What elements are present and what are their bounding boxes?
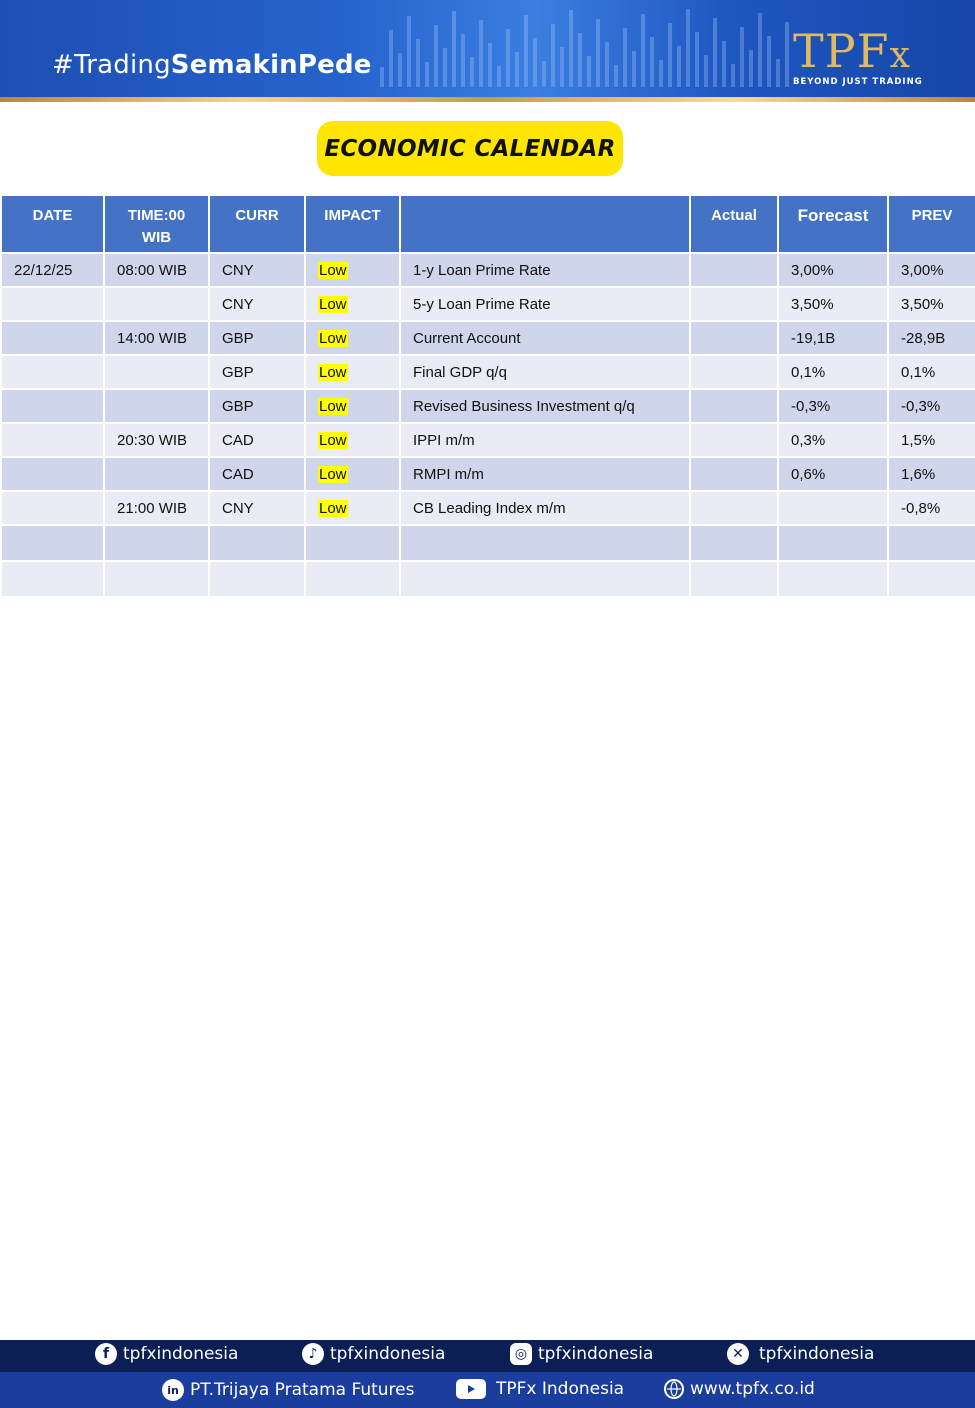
facebook-handle: tpfxindonesia: [123, 1344, 239, 1364]
candle-mark: [614, 65, 618, 87]
tiktok-icon: ♪: [302, 1343, 324, 1365]
impact-badge: Low: [319, 465, 347, 483]
cell-event: Revised Business Investment q/q: [400, 389, 690, 423]
cell-prev: 0,1%: [888, 355, 975, 389]
cell-actual: [690, 389, 778, 423]
logo-main-text: TPF: [793, 24, 890, 78]
website-url: www.tpfx.co.id: [690, 1379, 815, 1399]
cell-time: 21:00 WIB: [104, 491, 209, 525]
cell-impact: [305, 561, 400, 597]
candle-mark: [398, 53, 402, 87]
impact-badge: Low: [319, 295, 347, 313]
candle-mark: [767, 36, 771, 87]
candle-mark: [533, 38, 537, 87]
cell-date: [1, 491, 104, 525]
candle-mark: [443, 48, 447, 87]
candle-mark: [425, 62, 429, 87]
cell-impact: [305, 525, 400, 561]
candle-mark: [668, 23, 672, 87]
col-header-actual: Actual: [690, 195, 778, 253]
cell-date: [1, 355, 104, 389]
cell-event: IPPI m/m: [400, 423, 690, 457]
table-row: [1, 287, 975, 321]
linkedin-icon: in: [162, 1379, 184, 1401]
x-icon: ✕: [727, 1343, 749, 1365]
cell-time: 14:00 WIB: [104, 321, 209, 355]
candle-mark: [452, 11, 456, 87]
cell-event: RMPI m/m: [400, 457, 690, 491]
cell-date: 22/12/25: [1, 253, 104, 287]
cell-curr: GBP: [209, 389, 305, 423]
footer-contact-bar: [0, 1372, 975, 1408]
cell-event: Current Account: [400, 321, 690, 355]
cell-prev: [888, 525, 975, 561]
title-badge: [317, 121, 623, 176]
chart-decoration: [380, 0, 800, 97]
impact-badge: Low: [319, 397, 347, 415]
cell-prev: -28,9B: [888, 321, 975, 355]
cell-impact: [305, 389, 400, 423]
cell-impact: [305, 253, 400, 287]
candle-mark: [506, 29, 510, 87]
cell-date: [1, 457, 104, 491]
candle-mark: [542, 61, 546, 87]
cell-impact: [305, 423, 400, 457]
cell-forecast: [778, 491, 888, 525]
candle-mark: [749, 50, 753, 87]
cell-date: [1, 321, 104, 355]
tpfx-logo: [793, 24, 943, 87]
cell-date: [1, 287, 104, 321]
cell-time: [104, 355, 209, 389]
cell-prev: -0,8%: [888, 491, 975, 525]
candle-mark: [596, 19, 600, 87]
cell-curr: GBP: [209, 355, 305, 389]
cell-curr: CAD: [209, 423, 305, 457]
candle-mark: [515, 52, 519, 87]
linkedin-name: PT.Trijaya Pratama Futures: [190, 1380, 415, 1400]
candle-mark: [551, 24, 555, 87]
cell-curr: CNY: [209, 287, 305, 321]
cell-actual: [690, 525, 778, 561]
footer-social-bar: [0, 1340, 975, 1372]
cell-prev: 3,00%: [888, 253, 975, 287]
cell-event: 1-y Loan Prime Rate: [400, 253, 690, 287]
economic-calendar-table: [0, 194, 975, 598]
cell-actual: [690, 355, 778, 389]
cell-forecast: 3,00%: [778, 253, 888, 287]
col-header-forecast: Forecast: [778, 195, 888, 253]
candle-mark: [704, 55, 708, 87]
cell-prev: [888, 561, 975, 597]
impact-badge: Low: [319, 363, 347, 381]
impact-badge: Low: [319, 499, 347, 517]
table-row: [1, 457, 975, 491]
candle-mark: [641, 14, 645, 87]
cell-time: 08:00 WIB: [104, 253, 209, 287]
cell-curr: [209, 561, 305, 597]
cell-forecast: 3,50%: [778, 287, 888, 321]
cell-time: 20:30 WIB: [104, 423, 209, 457]
candle-mark: [470, 57, 474, 87]
website-link[interactable]: [664, 1379, 815, 1399]
table-row: [1, 253, 975, 287]
candle-mark: [659, 60, 663, 87]
x-handle: tpfxindonesia: [759, 1344, 875, 1364]
x-link[interactable]: [727, 1343, 874, 1365]
candle-mark: [686, 9, 690, 87]
cell-curr: CNY: [209, 253, 305, 287]
tiktok-handle: tpfxindonesia: [330, 1344, 446, 1364]
cell-actual: [690, 491, 778, 525]
table-row: [1, 491, 975, 525]
instagram-link[interactable]: [510, 1343, 653, 1365]
cell-time: [104, 389, 209, 423]
cell-time: [104, 525, 209, 561]
table-row: [1, 355, 975, 389]
cell-prev: -0,3%: [888, 389, 975, 423]
candle-mark: [587, 56, 591, 87]
candle-mark: [389, 30, 393, 87]
facebook-icon: f: [95, 1343, 117, 1365]
candle-mark: [488, 43, 492, 87]
candle-mark: [461, 34, 465, 87]
cell-actual: [690, 287, 778, 321]
hashtag-prefix: #Trading: [52, 50, 171, 80]
cell-prev: 1,6%: [888, 457, 975, 491]
cell-time: [104, 457, 209, 491]
cell-prev: 1,5%: [888, 423, 975, 457]
cell-curr: [209, 525, 305, 561]
cell-actual: [690, 253, 778, 287]
table-header-row: [1, 195, 975, 253]
candle-mark: [695, 32, 699, 87]
candle-mark: [416, 39, 420, 87]
candle-mark: [497, 66, 501, 87]
candle-mark: [758, 13, 762, 87]
col-header-date: DATE: [1, 195, 104, 253]
candle-mark: [605, 42, 609, 87]
candle-mark: [623, 28, 627, 87]
col-header-prev: PREV: [888, 195, 975, 253]
cell-date: [1, 423, 104, 457]
cell-event: [400, 525, 690, 561]
candle-mark: [677, 46, 681, 87]
cell-forecast: 0,1%: [778, 355, 888, 389]
cell-event: CB Leading Index m/m: [400, 491, 690, 525]
logo-x-text: x: [889, 35, 911, 76]
cell-date: [1, 525, 104, 561]
impact-badge: Low: [319, 261, 347, 279]
cell-actual: [690, 423, 778, 457]
instagram-handle: tpfxindonesia: [538, 1344, 654, 1364]
logo-tagline: BEYOND JUST TRADING: [793, 77, 923, 87]
cell-actual: [690, 561, 778, 597]
gold-divider: [0, 97, 975, 102]
facebook-link[interactable]: [95, 1343, 238, 1365]
table-row: [1, 423, 975, 457]
col-header-curr: CURR: [209, 195, 305, 253]
table-row: [1, 321, 975, 355]
hashtag-bold: SemakinPede: [170, 50, 372, 80]
candle-mark: [785, 22, 789, 87]
candle-mark: [713, 18, 717, 87]
cell-event: [400, 561, 690, 597]
col-header-event: [400, 195, 690, 253]
youtube-name: TPFx Indonesia: [496, 1379, 625, 1399]
cell-forecast: -19,1B: [778, 321, 888, 355]
table-row: [1, 525, 975, 561]
cell-impact: [305, 491, 400, 525]
impact-badge: Low: [319, 431, 347, 449]
tiktok-link[interactable]: [302, 1343, 445, 1365]
youtube-icon: [456, 1379, 486, 1399]
globe-icon: [664, 1379, 684, 1399]
candle-mark: [650, 37, 654, 87]
candle-mark: [434, 25, 438, 87]
cell-forecast: [778, 525, 888, 561]
cell-date: [1, 561, 104, 597]
candle-mark: [380, 67, 384, 87]
cell-impact: [305, 355, 400, 389]
cell-impact: [305, 457, 400, 491]
col-header-time: TIME:00 WIB: [104, 195, 209, 253]
col-header-impact: IMPACT: [305, 195, 400, 253]
cell-forecast: [778, 561, 888, 597]
cell-forecast: 0,3%: [778, 423, 888, 457]
page-title: ECONOMIC CALENDAR: [324, 135, 616, 162]
candle-mark: [722, 41, 726, 87]
candle-mark: [578, 33, 582, 87]
cell-impact: [305, 321, 400, 355]
table-row: [1, 389, 975, 423]
table-row: [1, 561, 975, 597]
cell-curr: GBP: [209, 321, 305, 355]
cell-impact: [305, 287, 400, 321]
impact-badge: Low: [319, 329, 347, 347]
candle-mark: [479, 20, 483, 87]
cell-forecast: 0,6%: [778, 457, 888, 491]
candle-mark: [560, 47, 564, 87]
cell-time: [104, 561, 209, 597]
cell-curr: CNY: [209, 491, 305, 525]
candle-mark: [524, 15, 528, 87]
cell-actual: [690, 321, 778, 355]
cell-actual: [690, 457, 778, 491]
cell-date: [1, 389, 104, 423]
linkedin-link[interactable]: [162, 1379, 414, 1401]
candle-mark: [731, 64, 735, 87]
instagram-icon: ◎: [510, 1343, 532, 1365]
cell-prev: 3,50%: [888, 287, 975, 321]
candle-mark: [632, 51, 636, 87]
candle-mark: [407, 16, 411, 87]
youtube-link[interactable]: [456, 1379, 624, 1399]
candle-mark: [740, 27, 744, 87]
hashtag-text: [52, 50, 372, 80]
candle-mark: [776, 59, 780, 87]
cell-forecast: -0,3%: [778, 389, 888, 423]
cell-curr: CAD: [209, 457, 305, 491]
cell-time: [104, 287, 209, 321]
header-banner: [0, 0, 975, 97]
candle-mark: [569, 10, 573, 87]
cell-event: Final GDP q/q: [400, 355, 690, 389]
cell-event: 5-y Loan Prime Rate: [400, 287, 690, 321]
